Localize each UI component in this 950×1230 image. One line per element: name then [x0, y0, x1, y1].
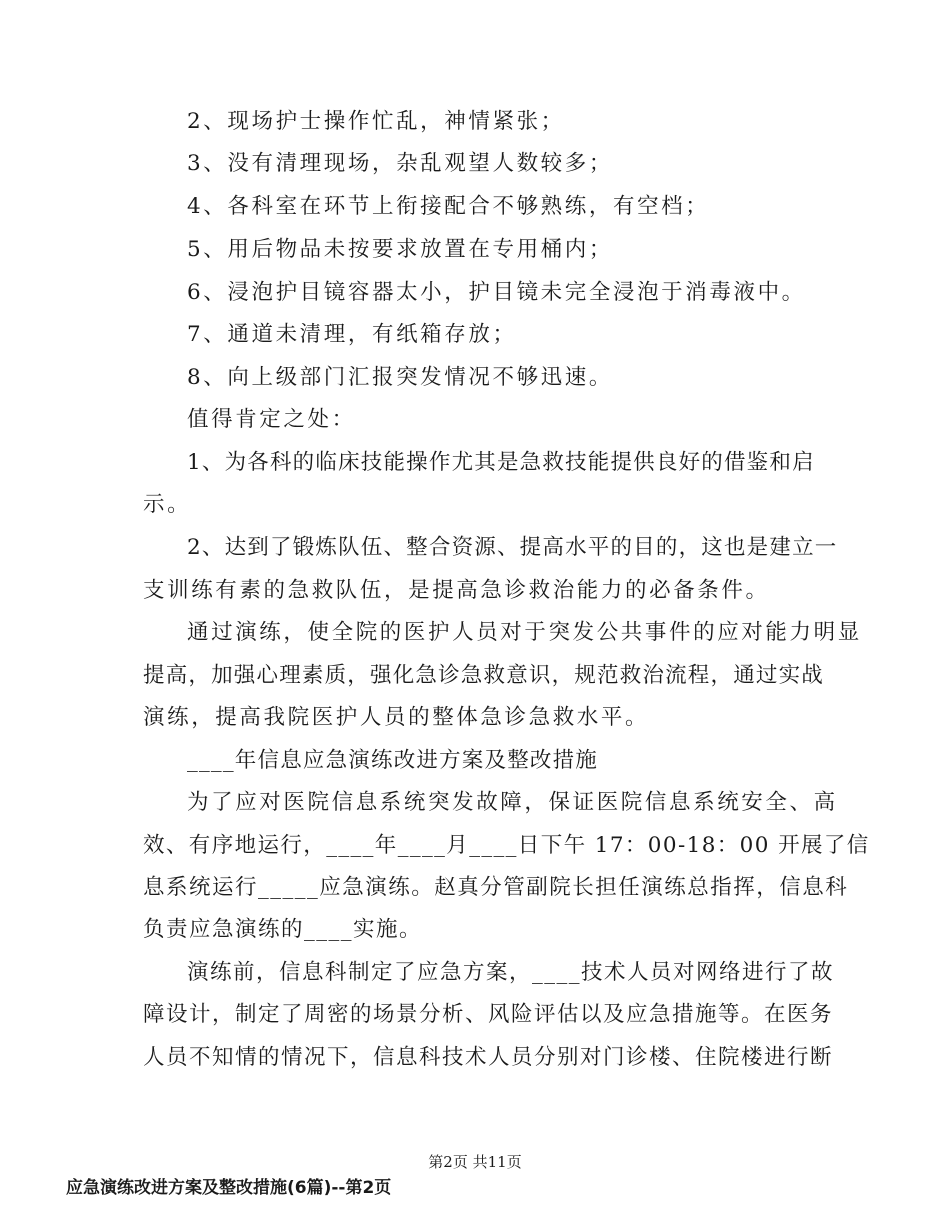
problem-item: 4、各科室在环节上衔接配合不够熟练，有空档； [187, 194, 710, 219]
merit-item: 1、为各科的临床技能操作尤其是急救技能提供良好的借鉴和启 [187, 450, 815, 475]
paragraph-line: 障设计，制定了周密的场景分析、风险评估以及应急措施等。在医务 [143, 1002, 834, 1027]
summary-line: 演练，提高我院医护人员的整体急诊急救水平。 [143, 705, 650, 730]
merit-item-continuation: 示。 [143, 492, 192, 517]
paragraph-line: 效、有序地运行，____年____月____日下午 17：00-18：00 开展了信 [143, 833, 870, 858]
paragraph-line: 为了应对医院信息系统突发故障，保证医院信息系统安全、高 [187, 790, 838, 815]
paragraph-line: 负责应急演练的____实施。 [143, 917, 423, 942]
problem-item: 7、通道未清理，有纸箱存放； [187, 322, 517, 347]
problem-item: 2、现场护士操作忙乱，神情紧张； [187, 109, 565, 134]
problem-item: 3、没有清理现场，杂乱观望人数较多； [187, 151, 613, 176]
merits-heading: 值得肯定之处： [187, 407, 356, 432]
merit-item-continuation: 支训练有素的急救队伍，是提高急诊救治能力的必备条件。 [143, 578, 770, 603]
merit-item: 2、达到了锻炼队伍、整合资源、提高水平的目的，这也是建立一 [187, 535, 838, 560]
problem-item: 5、用后物品未按要求放置在专用桶内； [187, 237, 613, 262]
paragraph-line: 人员不知情的情况下，信息科技术人员分别对门诊楼、住院楼进行断 [143, 1045, 834, 1070]
summary-line: 提高，加强心理素质，强化急诊急救意识，规范救治流程，通过实战 [143, 663, 825, 688]
summary-line: 通过演练，使全院的医护人员对于突发公共事件的应对能力明显 [187, 620, 862, 645]
problem-item: 6、浸泡护目镜容器太小，护目镜未完全浸泡于消毒液中。 [187, 280, 806, 305]
paragraph-line: 演练前，信息科制定了应急方案，____技术人员对网络进行了故 [187, 960, 835, 985]
problem-item: 8、向上级部门汇报突发情况不够迅速。 [187, 365, 613, 390]
paragraph-line: 息系统运行_____应急演练。赵真分管副院长担任演练总指挥，信息科 [143, 875, 849, 900]
document-caption: 应急演练改进方案及整改措施(6篇)--第2页 [66, 1178, 392, 1198]
section-title: ____年信息应急演练改进方案及整改措施 [187, 748, 599, 773]
page-number: 第2页 共11页 [428, 1153, 522, 1171]
